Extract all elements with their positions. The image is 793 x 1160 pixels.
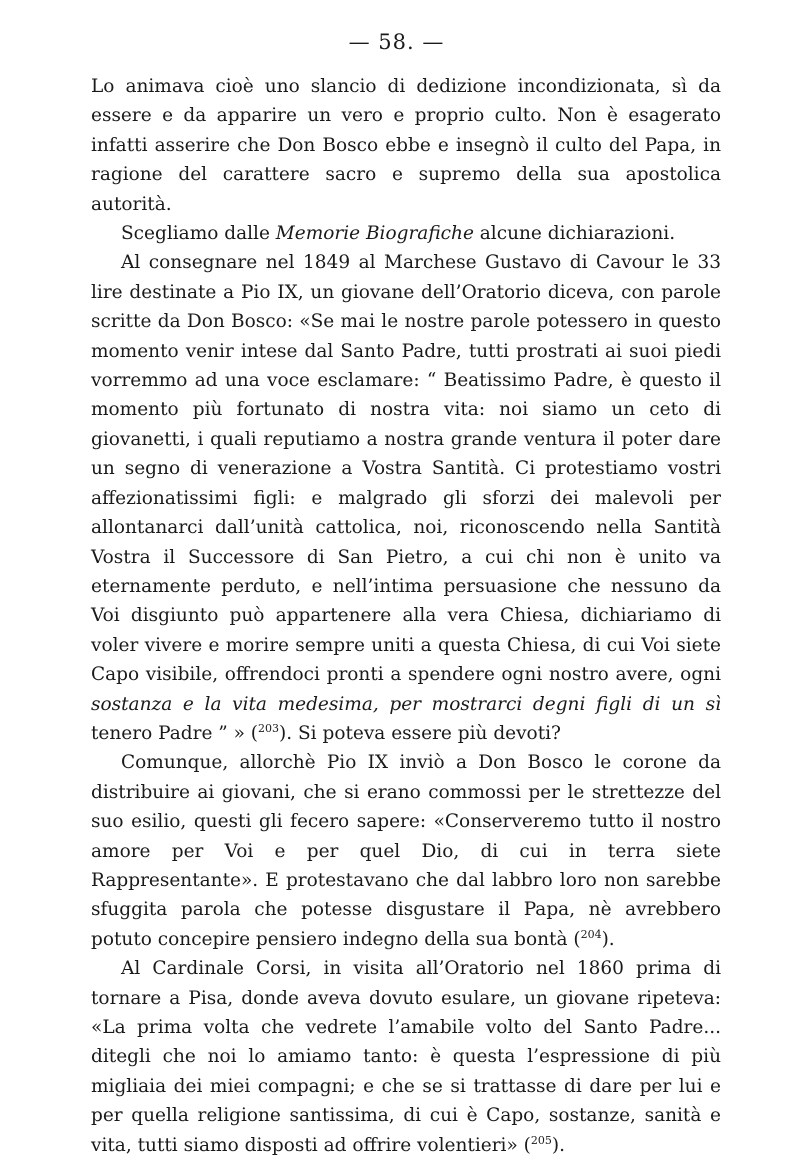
page-body — [91, 72, 721, 1160]
paragraph-2 — [91, 219, 721, 248]
italic-emphasis: sostanza e la vita medesima, per mostrarci degni figli di un sì — [91, 693, 721, 715]
footnote-ref: 204 — [580, 927, 602, 941]
text-segment: ). — [551, 1134, 565, 1156]
paragraph-1 — [91, 72, 721, 219]
book-title: Memorie Biografiche — [275, 223, 474, 245]
text-segment: alcune dichiarazioni. — [473, 223, 676, 245]
text-segment: ). Si poteva essere più devoti? — [279, 722, 561, 744]
text-segment: Scegliamo dalle — [121, 223, 276, 245]
text-segment: Al Cardinale Corsi, in visita all’Oratorio nel 1860 prima di tornare a Pisa, donde aveva dovuto esulare, un giovane ripeteva: «La prima volta che vedrete l’amabile volto del Santo Padre... ditegli che noi lo amiamo tanto: è questa l’espressione di più migliaia dei miei compagni; e che se si trattasse di dare per lui e per quella religione santissima, di cui è Capo, sostanze, sanità e vita, tutti siamo disposti ad offrire volentieri» ( — [91, 958, 721, 1156]
text-segment: tenero Padre ” » ( — [91, 722, 259, 744]
text-segment: Lo animava cioè uno slancio di dedizione incondizionata, sì da essere e da apparire un vero e proprio culto. Non è esagerato infatti asserire che Don Bosco ebbe e insegnò il culto del Papa, in ragione del carattere sacro e supremo della sua apostolica autorità. — [91, 76, 721, 215]
text-segment: ). — [601, 928, 615, 950]
footnote-ref: 203 — [258, 721, 280, 735]
text-segment: Comunque, allorchè Pio IX inviò a Don Bosco le corone da distribuire ai giovani, che si erano commossi per le strettezze del suo esilio, questi gli fecero sapere: «Conserveremo tutto il nostro amore per Voi e per quel Dio, di cui in terra siete Rappresentante». E protestavano che dal labbro loro non sarebbe sfuggita parola che potesse disgustare il Papa, nè avrebbero potuto concepire pensiero indegno della sua bontà ( — [91, 752, 721, 950]
page-number: — 58. — — [348, 30, 445, 54]
paragraph-5 — [91, 954, 721, 1160]
text-segment: Al consegnare nel 1849 al Marchese Gustavo di Cavour le 33 lire destinate a Pio IX, un giovane dell’Oratorio diceva, con parole scritte da Don Bosco: «Se mai le nostre parole potessero in questo momento venir intese dal Santo Padre, tutti prostrati ai suoi piedi vorremmo ad una voce esclamare: “ Beatissimo Padre, è questo il momento più fortunato di nostra vita: noi siamo un ceto di giovanetti, i quali reputiamo a nostra grande ventura il poter dare un segno di venerazione a Vostra Santità. Ci protestiamo vostri affezionatissimi figli: e malgrado gli sforzi dei malevoli per allontanarci dall’unità cattolica, noi, riconoscendo nella Santità Vostra il Successore di San Pietro, a cui chi non è unito va eternamente perduto, e nell’intima persuasione che nessuno da Voi disgiunto può appartenere alla vera Chiesa, dichiariamo di voler vivere e morire sempre uniti a questa Chiesa, di cui Voi siete Capo visibile, offrendoci pronti a spendere ogni nostro avere, ogni — [91, 252, 721, 686]
paragraph-3 — [91, 248, 721, 748]
footnote-ref: 205 — [530, 1133, 552, 1147]
paragraph-4 — [91, 748, 721, 954]
